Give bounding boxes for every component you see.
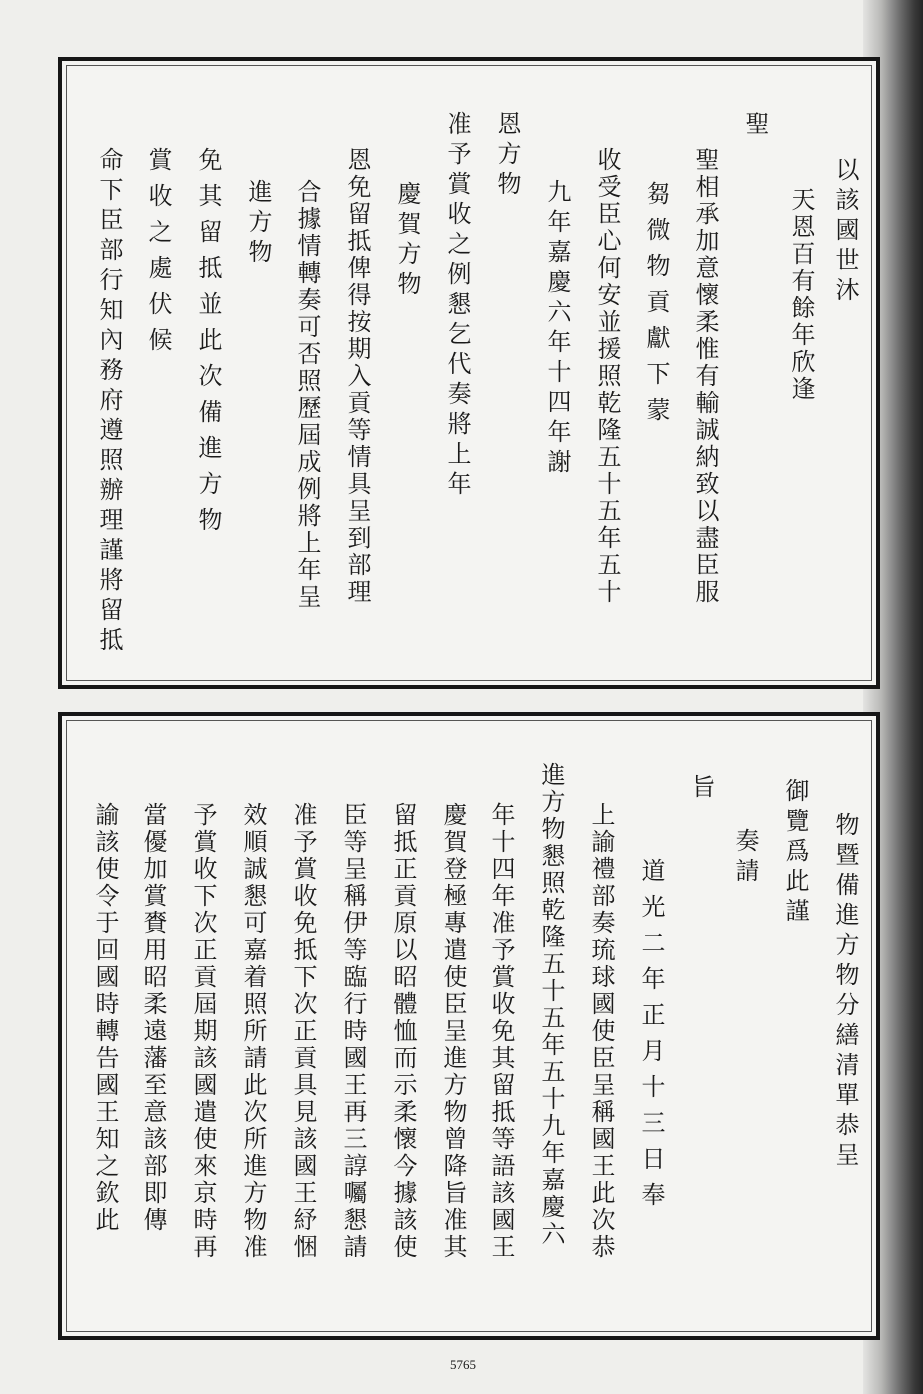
text-column: 物暨備進方物分繕清單恭呈 — [831, 812, 859, 1172]
text-column: 命下臣部行知內務府遵照辦理謹將留抵 — [95, 147, 123, 657]
text-column: 准予賞收之例懇乞代奏將上年 — [443, 111, 471, 501]
text-column: 予賞收下次正貢屆期該國遣使來京時再 — [189, 802, 217, 1261]
text-column: 免其留抵並此次備進方物 — [194, 147, 222, 543]
text-column: 以該國世沐 — [831, 157, 859, 307]
text-column: 恩方物 — [493, 111, 521, 201]
text-column: 聖 — [741, 111, 769, 141]
text-column: 上諭禮部奏琉球國使臣呈稱國王此次恭 — [587, 802, 615, 1261]
text-column: 天恩百有餘年欣逢 — [787, 187, 815, 403]
text-column: 慶賀登極專遣使臣呈進方物曾降旨准其 — [439, 802, 467, 1261]
text-column: 奏請 — [731, 828, 759, 888]
top-text-panel — [58, 57, 880, 689]
text-column: 臣等呈稱伊等臨行時國王再三諄囑懇請 — [339, 802, 367, 1261]
text-column: 諭該使令于回國時轉告國王知之欽此 — [91, 802, 119, 1234]
bottom-text-panel — [58, 712, 880, 1340]
text-column: 道光二年正月十三日奉 — [637, 858, 665, 1218]
text-column: 御覽爲此謹 — [781, 778, 809, 928]
text-column: 賞收之處伏候 — [144, 147, 172, 363]
text-column: 慶賀方物 — [393, 181, 421, 301]
text-column: 旨 — [687, 774, 715, 804]
text-column: 年十四年准予賞收免其留抵等語該國王 — [487, 802, 515, 1261]
text-column: 聖相承加意懷柔惟有輸誠納致以盡臣服 — [691, 147, 719, 606]
text-column: 當優加賞賚用昭柔遠藩至意該部即傳 — [139, 802, 167, 1234]
text-column: 九年嘉慶六年十四年謝 — [543, 179, 571, 479]
text-column: 收受臣心何安並援照乾隆五十五年五十 — [593, 147, 621, 606]
page-number: 5765 — [450, 1357, 476, 1372]
text-column: 芻微物貢獻下蒙 — [642, 181, 670, 433]
text-column: 進方物懇照乾隆五十五年五十九年嘉慶六 — [537, 762, 565, 1248]
text-column: 恩免留抵俾得按期入貢等情具呈到部理 — [343, 147, 371, 606]
text-column: 准予賞收免抵下次正貢具見該國王紓悃 — [289, 802, 317, 1261]
text-column: 效順誠懇可嘉着照所請此次所進方物准 — [239, 802, 267, 1261]
text-column: 合據情轉奏可否照歷屆成例將上年呈 — [293, 179, 321, 611]
text-column: 進方物 — [244, 179, 272, 269]
text-column: 留抵正貢原以昭體恤而示柔懷今據該使 — [389, 802, 417, 1261]
